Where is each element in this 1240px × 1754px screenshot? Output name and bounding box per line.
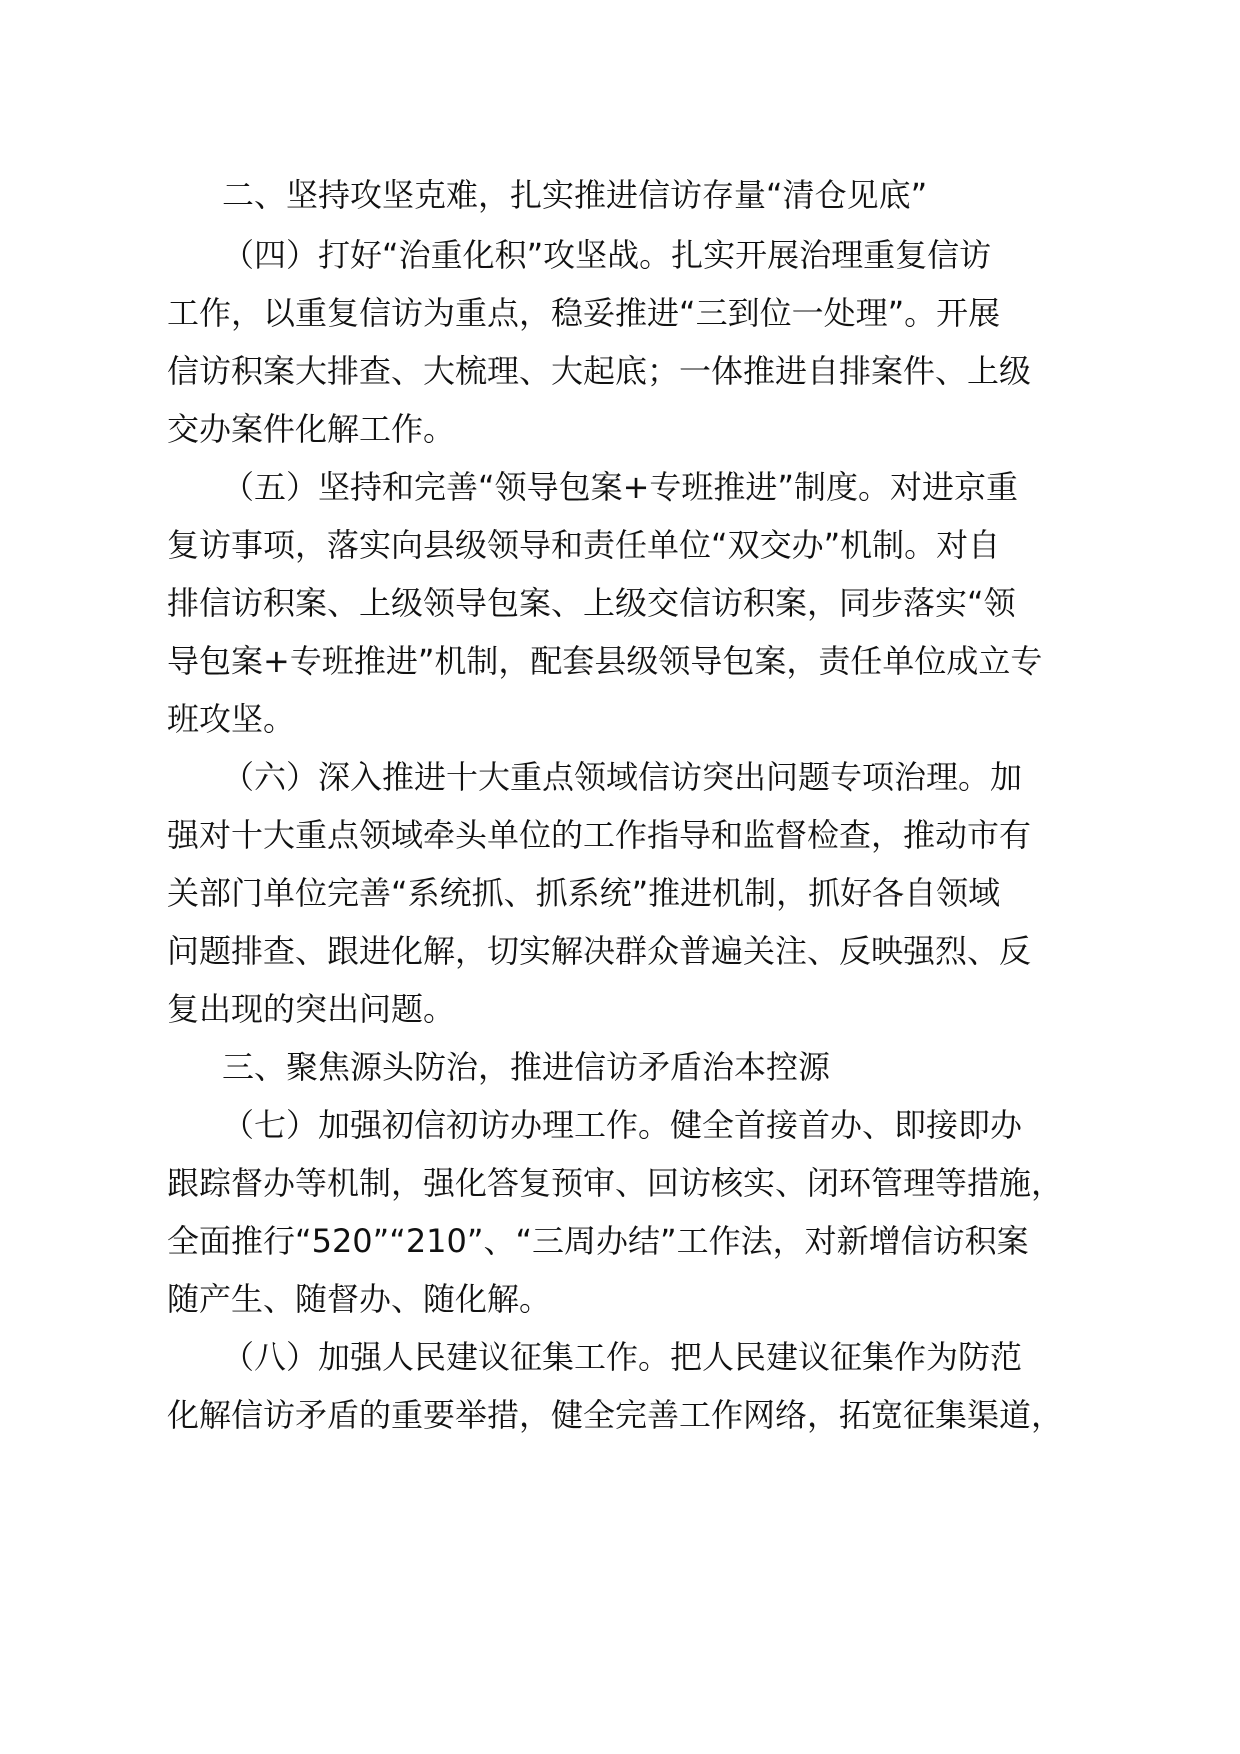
paragraph-line: 班攻坚。 [167,700,296,738]
paragraph-line: 交办案件化解工作。 [167,410,456,448]
paragraph-line: 问题排查、跟进化解，切实解决群众普遍关注、反映强烈、反 [167,932,1032,970]
paragraph-line: 复访事项，落实向县级领导和责任单位“双交办”机制。对自 [167,526,1001,564]
paragraph-line: 导包案+专班推进”机制，配套县级领导包案，责任单位成立专 [167,642,1043,680]
paragraph-line: 化解信访矛盾的重要举措，健全完善工作网络，拓宽征集渠道， [167,1396,1064,1434]
paragraph-line: 随产生、随督办、随化解。 [167,1280,552,1318]
paragraph-line: 工作，以重复信访为重点，稳妥推进“三到位一处理”。开展 [167,294,1001,332]
paragraph-line: 全面推行“520”“210”、“三周办结”工作法，对新增信访积案 [167,1222,1029,1260]
paragraph-line: （四）打好“治重化积”攻坚战。扎实开展治理重复信访 [222,236,992,274]
paragraph-line: 强对十大重点领域牵头单位的工作指导和监督检查，推动市有 [167,816,1032,854]
paragraph-line: 复出现的突出问题。 [167,990,456,1028]
paragraph-line: 跟踪督办等机制，强化答复预审、回访核实、闭环管理等措施， [167,1164,1064,1202]
paragraph-line: （七）加强初信初访办理工作。健全首接首办、即接即办 [222,1106,1023,1144]
paragraph-line: （六）深入推进十大重点领域信访突出问题专项治理。加 [222,758,1023,796]
section-heading: 三、聚焦源头防治，推进信访矛盾治本控源 [222,1048,831,1086]
section-heading: 二、坚持攻坚克难，扎实推进信访存量“清仓见底” [222,176,928,214]
paragraph-line: （五）坚持和完善“领导包案+专班推进”制度。对进京重 [222,468,1018,506]
paragraph-line: （八）加强人民建议征集工作。把人民建议征集作为防范 [222,1338,1023,1376]
paragraph-line: 信访积案大排查、大梳理、大起底；一体推进自排案件、上级 [167,352,1032,390]
paragraph-line: 关部门单位完善“系统抓、抓系统”推进机制，抓好各自领域 [167,874,1001,912]
paragraph-line: 排信访积案、上级领导包案、上级交信访积案，同步落实“领 [167,584,1016,622]
